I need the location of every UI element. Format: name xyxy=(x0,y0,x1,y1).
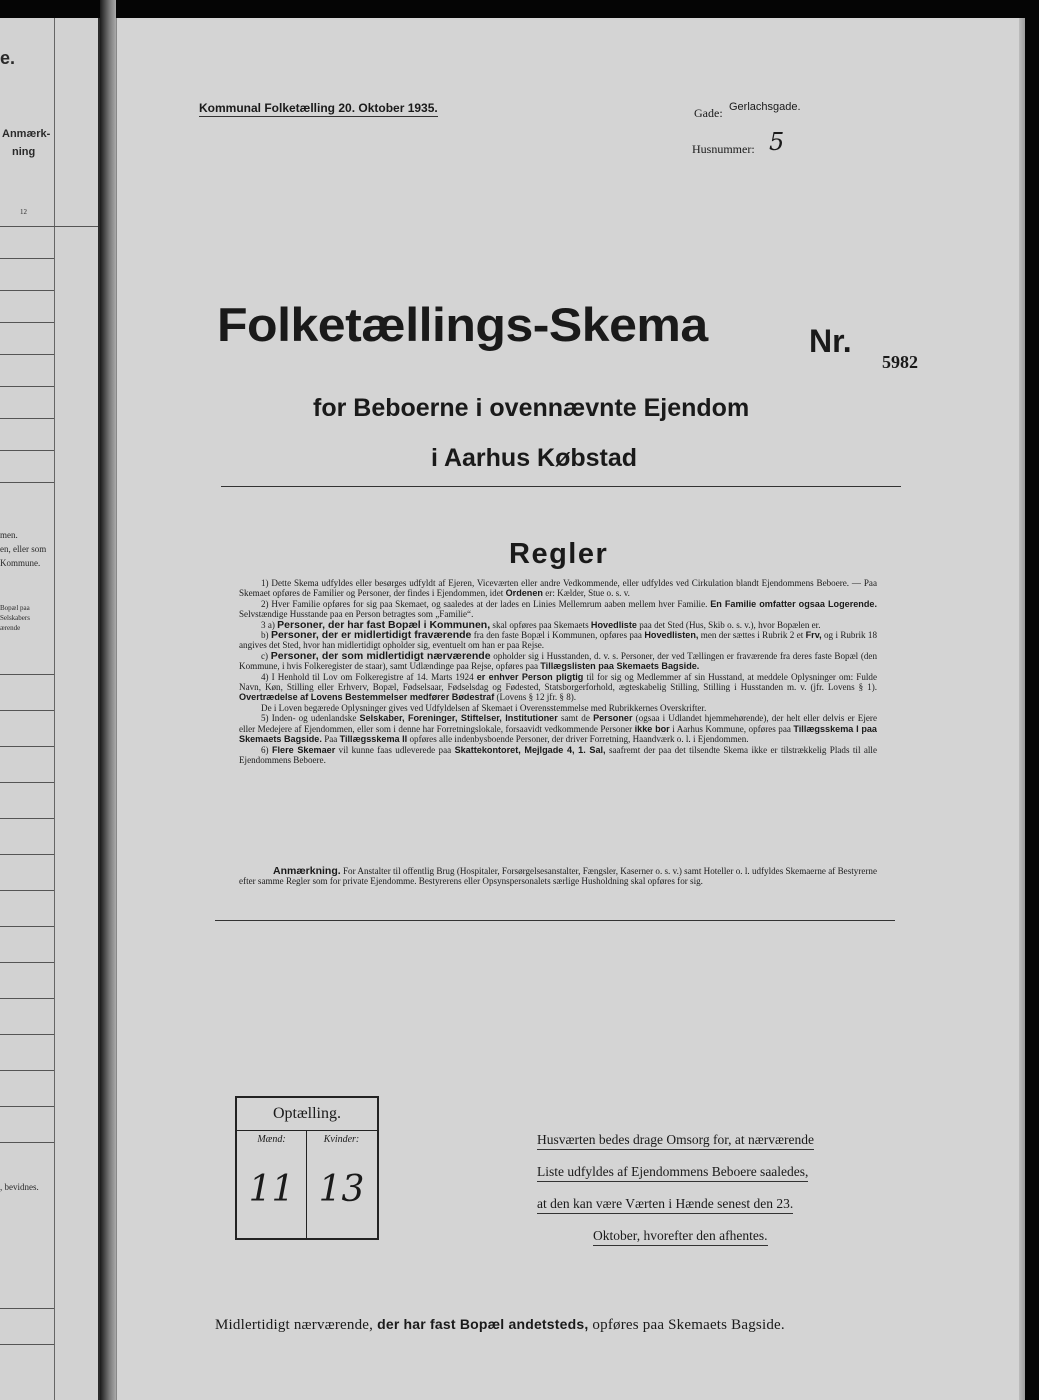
left-page-rule xyxy=(0,782,54,783)
left-page-rule xyxy=(0,322,54,323)
book-gutter xyxy=(100,0,116,1400)
left-page-anm-line2: ning xyxy=(12,146,36,158)
rules-text xyxy=(239,578,877,765)
divider xyxy=(215,920,895,921)
note-text: For Anstalter til offentlig Brug (Hospitaler, Forsørgelsesanstalter, Fængsler, Kaserner o. s. v.) samt Hoteller o. l. udfyldes Skemaerne af Bestyrerne efter samme Regler som for private Ejendomme. Bestyrerens eller Opsynspersonalets særlige Husholdning skal opføres for sig. xyxy=(239,866,877,887)
left-page-rule xyxy=(0,1344,54,1345)
census-date-line: Kommunal Folketælling 20. Oktober 1935. xyxy=(199,101,438,115)
left-page-rule xyxy=(0,998,54,999)
left-page-fragment: Selskabers xyxy=(0,614,30,622)
rule-6: 6) Flere Skemaer vil kunne faas udleverede paa Skattekontoret, Mejlgade 4, 1. Sal, saafremt der paa det tilsendte Skema ikke er tilstrækkelig Plads til alle Ejendommens Beboere. xyxy=(239,744,877,765)
street-value: Gerlachsgade. xyxy=(729,101,801,113)
left-page-rule xyxy=(0,418,54,419)
women-label: Kvinder: xyxy=(323,1134,360,1145)
women-column xyxy=(307,1131,376,1238)
left-page-rule xyxy=(0,1142,54,1143)
form-number-label: Nr. xyxy=(809,323,852,359)
left-page-rule xyxy=(0,258,54,259)
left-page-rule xyxy=(0,354,54,355)
count-title: Optælling. xyxy=(237,1098,377,1131)
notice-line: at den kan være Værten i Hænde senest den 23. xyxy=(537,1195,793,1214)
form-subtitle-1: for Beboerne i ovennævnte Ejendom xyxy=(313,394,750,422)
men-count: 11 xyxy=(248,1169,295,1210)
left-page-rule xyxy=(0,818,54,819)
left-page-rule xyxy=(0,1308,54,1309)
left-page-rule xyxy=(0,290,54,291)
women-count: 13 xyxy=(318,1169,365,1210)
landlord-notice xyxy=(537,1126,877,1254)
left-page-rule xyxy=(0,890,54,891)
annotation-note xyxy=(239,866,877,887)
left-page-rule xyxy=(0,1070,54,1071)
left-facing-page xyxy=(0,18,100,1400)
form-number: 5982 xyxy=(882,352,918,372)
divider xyxy=(221,486,901,487)
notice-line: Husværten bedes drage Omsorg for, at nærværende xyxy=(537,1131,814,1150)
page-edge xyxy=(1019,18,1025,1400)
street-label: Gade: xyxy=(694,106,723,120)
left-page-fragment: en, eller som xyxy=(0,544,47,554)
rule-1: 1) Dette Skema udfyldes eller besørges udfyldt af Ejeren, Viceværten eller andre Vedkommende, eller udfyldes ved Cirkulation blandt Ejendommens Beboere. — Paa Skemaet opføres de Familier og Personer, der findes i Ejendommen, idet Ordenen er: Kælder, Stue o. s. v. xyxy=(239,578,877,599)
rule-3c: c) Personer, der som midlertidigt nærværende opholder sig i Husstanden, d. v. s. Personer, der ved Tællingen er fraværende fra deres faste Bopæl (den Kommune, i hvis Folkeregister de staar), samt Udlændinge paa Rejse, opføres paa Tillægslisten paa Skemaets Bagside. xyxy=(239,649,878,672)
left-page-rule xyxy=(0,1106,54,1107)
note-label: Anmærkning. xyxy=(273,865,341,877)
form-subtitle-2: i Aarhus Købstad xyxy=(431,444,638,472)
left-page-fragment: Kommune. xyxy=(0,558,41,568)
house-number-label: Husnummer: xyxy=(692,142,755,156)
left-page-rule xyxy=(0,482,54,483)
left-page-fragment: men. xyxy=(0,530,18,540)
left-page-rule xyxy=(0,854,54,855)
notice-line: Liste udfyldes af Ejendommens Beboere saaledes, xyxy=(537,1163,808,1182)
count-box xyxy=(235,1096,379,1240)
left-page-fragment: , bevidnes. xyxy=(0,1182,39,1192)
left-page-rule xyxy=(0,926,54,927)
form-title: Folketællings-Skema xyxy=(217,298,708,352)
rule-4-continued: De i Loven begærede Oplysninger gives ved Udfyldelsen af Skemaet i Overensstemmelse med Rubrikkernes Overskrifter. xyxy=(261,702,707,713)
left-page-rule xyxy=(0,746,54,747)
rule-2: 2) Hver Familie opføres for sig paa Skemaet, og saaledes at der lades en Linies Mellemrum aaben mellem hver Familie. En Familie omfatter ogsaa Logerende. Selvstændige Husstande paa en Person betragtes som „Familie“. xyxy=(239,598,877,620)
left-page-rule xyxy=(0,226,98,227)
left-page-fragment: Bopæl paa xyxy=(0,604,30,612)
footer-note: Midlertidigt nærværende, der har fast Bopæl andetsteds, opføres paa Skemaets Bagside. xyxy=(215,1316,785,1333)
left-page-fragment: ærende xyxy=(0,624,21,632)
left-page-fragment-letter: e. xyxy=(0,48,16,68)
rules-heading: Regler xyxy=(509,538,609,570)
left-page-rule xyxy=(0,1034,54,1035)
men-column xyxy=(237,1131,307,1238)
left-page-column-number: 12 xyxy=(20,208,27,216)
left-page-rule xyxy=(0,450,54,451)
left-page-rule xyxy=(0,674,54,675)
men-label: Mænd: xyxy=(257,1134,286,1145)
rule-3a: 3 a) Personer, der har fast Bopæl i Kommunen, skal opføres paa Skemaets Hovedliste paa det Sted (Hus, Skib o. s. v.), hvor Bopælen er. xyxy=(261,618,821,631)
rule-5: 5) Inden- og udenlandske Selskaber, Foreninger, Stiftelser, Institutioner samt de Personer (ogsaa i Udlandet hjemmehørende), der helt eller delvis er Ejere eller Medejere af Ejendommen, eller som i denne har Forretningslokale, forsaavidt vedkommende Personer ikke bor i Aarhus Kommune, opføres paa Tillægsskema I paa Skemaets Bagside. Paa Tillægsskema II opføres alle indenbysboende Personer, der driver Forretning, Haandværk o. l. i Ejendommen. xyxy=(239,713,877,745)
rule-3b: b) Personer, der er midlertidigt fraværende fra den faste Bopæl i Kommunen, opføres paa Hovedlisten, men der sættes i Rubrik 2 et Frv, og i Rubrik 18 angives det Sted, hvor han midlertidigt opholder sig, eventuelt om han er paa Rejse. xyxy=(239,629,878,651)
left-page-rule xyxy=(0,386,54,387)
house-number-value: 5 xyxy=(769,128,785,156)
rule-4: 4) I Henhold til Lov om Folkeregistre af 14. Marts 1924 er enhver Person pligtig til for sig og Medlemmer af sin Husstand, at meddele Oplysninger om: Fulde Navn, Køn, Stilling eller Erhverv, Bopæl, Fødselsaar, Fødselsdag og Fødested, Statsborgerforhold, ægteskabelig Stilling, Stilling i Husstanden m. v. (jfr. Lovens § 1). Overtrædelse af Lovens Bestemmelser medfører Bødestraf (Lovens § 12 jfr. § 8). xyxy=(239,671,877,703)
census-form-page xyxy=(116,18,1025,1400)
notice-line: Oktober, hvorefter den afhentes. xyxy=(593,1227,768,1246)
left-page-rule xyxy=(0,962,54,963)
left-page-anm-line1: Anmærk- xyxy=(2,128,51,140)
left-page-rule xyxy=(0,710,54,711)
